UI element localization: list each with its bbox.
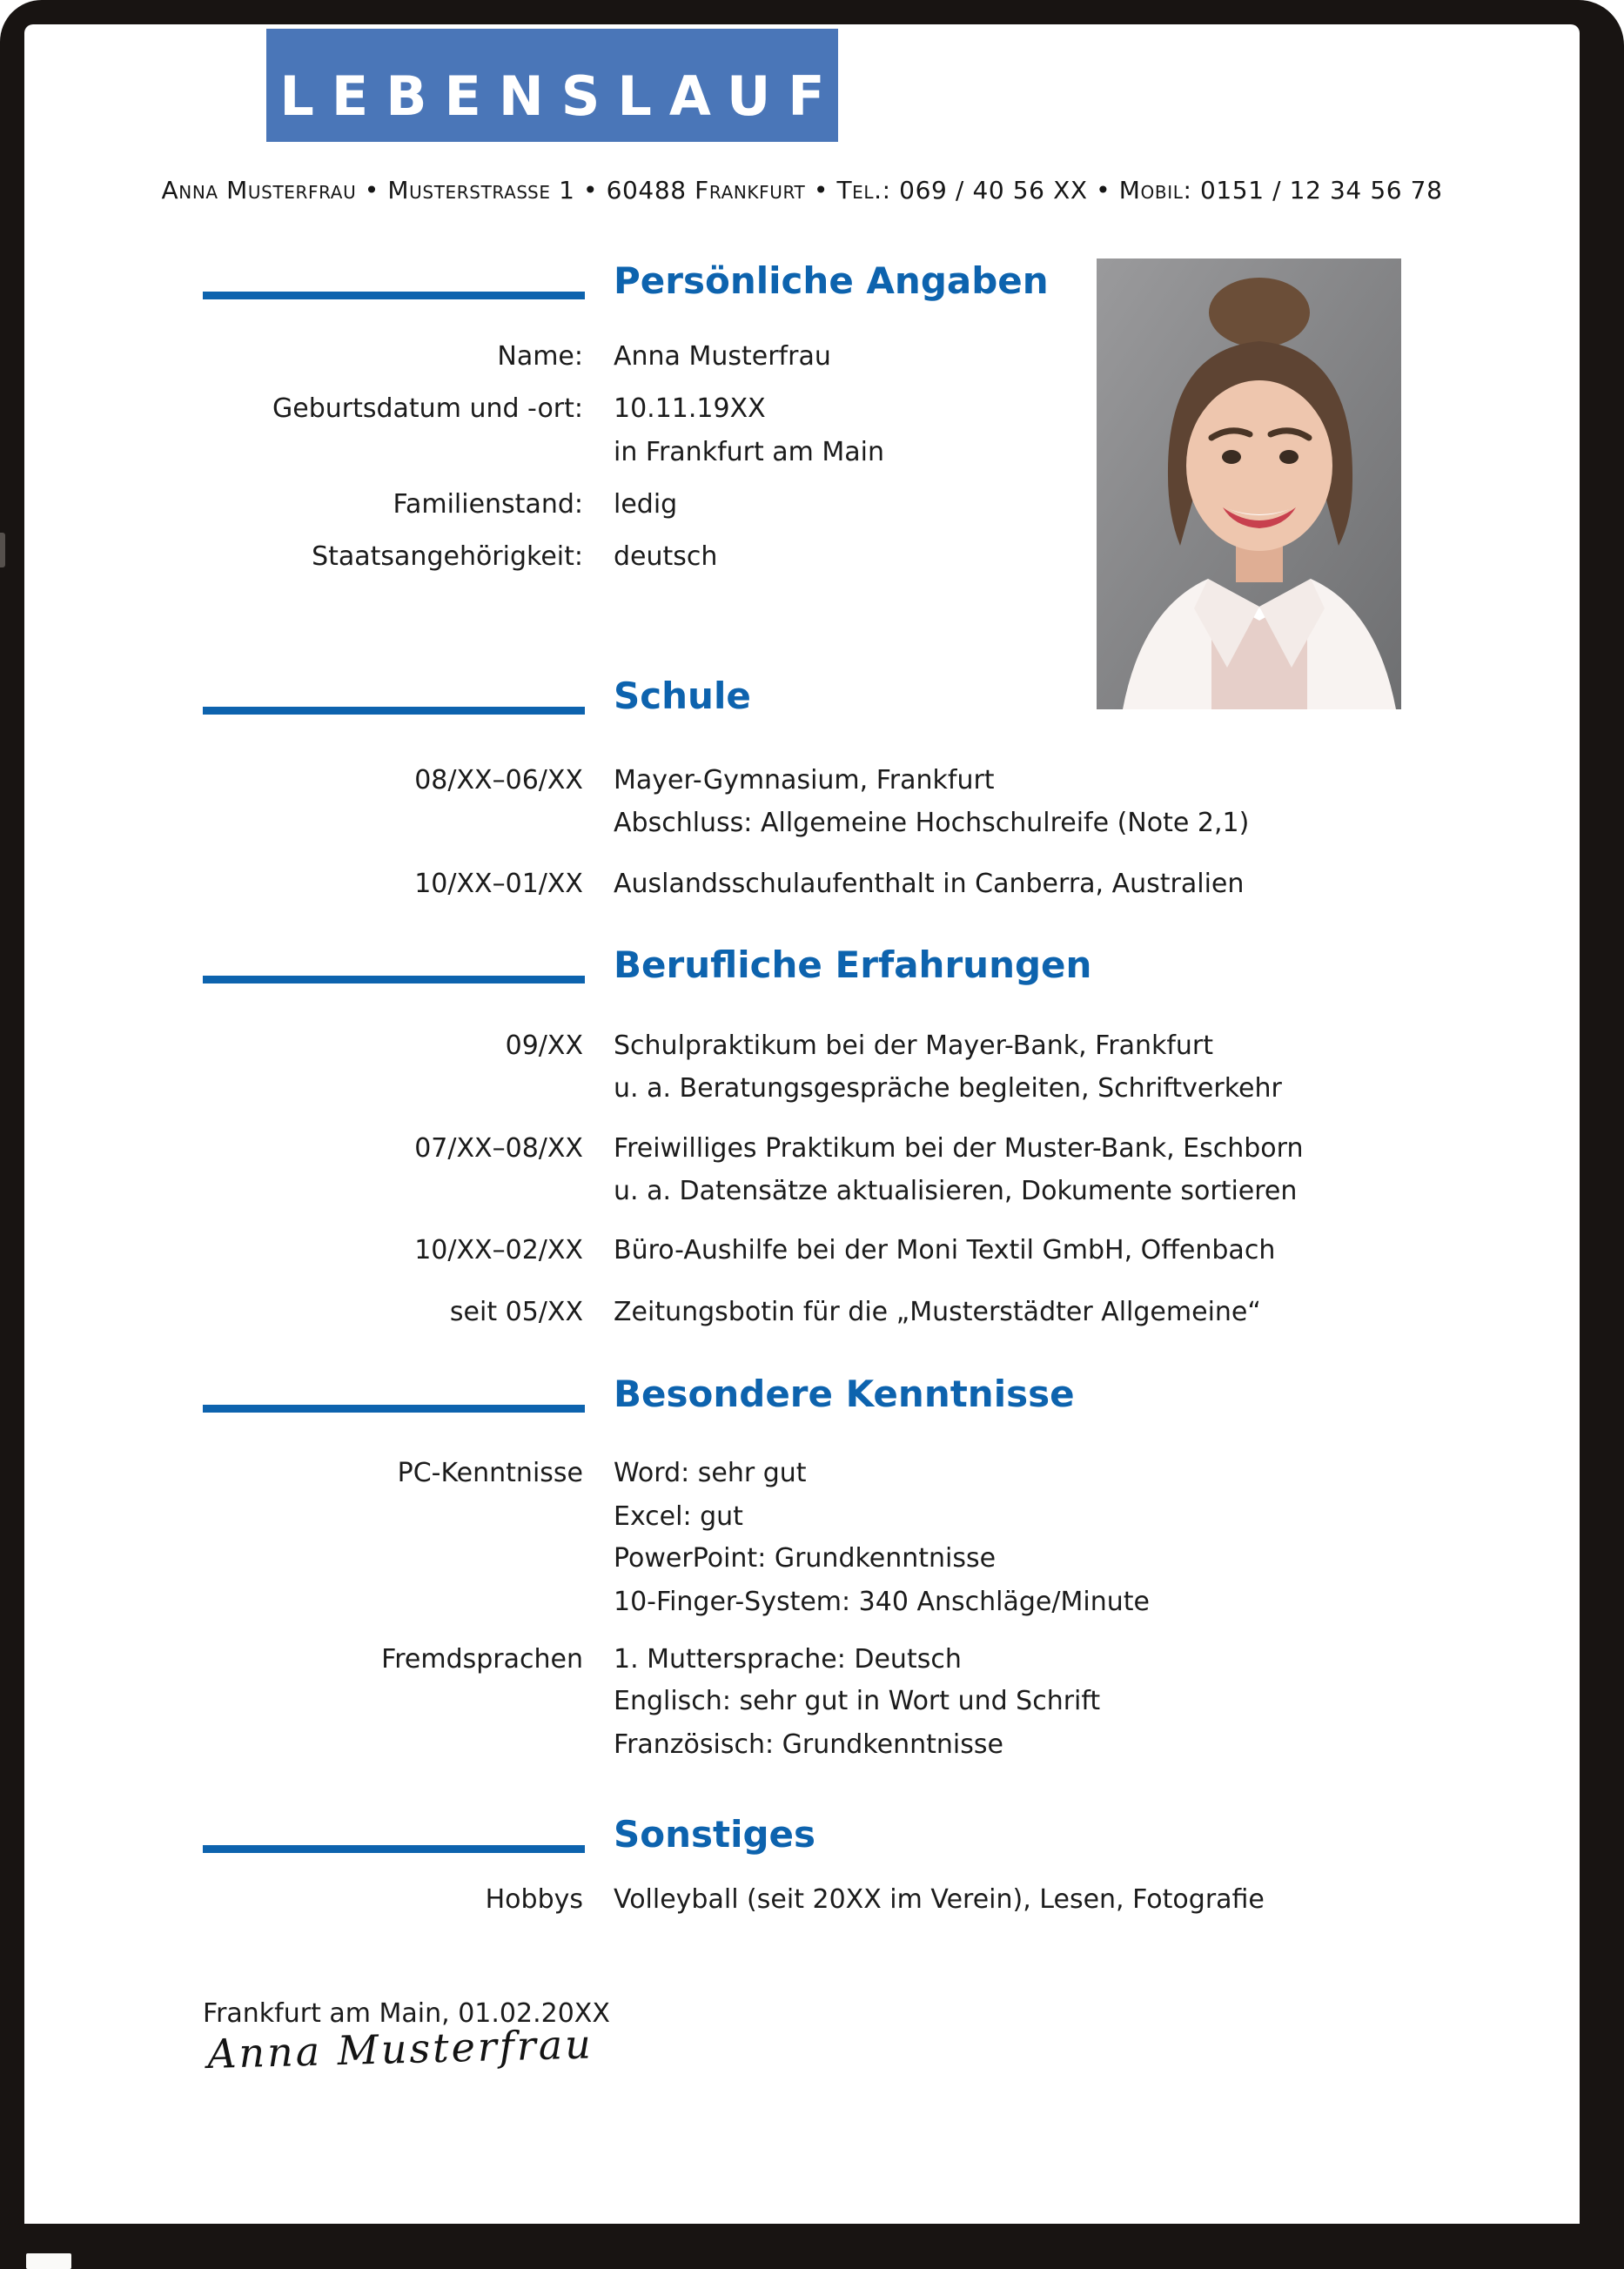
row-label: Familienstand:: [393, 489, 583, 520]
row-value: Word: sehr gut: [614, 1458, 807, 1488]
resume-row: [24, 863, 1580, 906]
row-value: Auslandsschulaufenthalt in Canberra, Australien: [614, 869, 1245, 899]
row-value: Mayer-Gymnasium, Frankfurt: [614, 765, 995, 795]
section-heading-sonstiges: Sonstiges: [614, 1813, 816, 1856]
scan-artifact-notch: [0, 533, 5, 567]
resume-row: [24, 1680, 1580, 1723]
section-rule: [203, 1405, 585, 1413]
row-label: PC-Kenntnisse: [397, 1458, 583, 1488]
signature: Anna Musterfrau: [206, 2020, 594, 2078]
row-value: deutsch: [614, 541, 718, 572]
resume-page: [24, 24, 1580, 2224]
resume-row: [24, 1024, 1580, 1068]
resume-row: [24, 1127, 1580, 1171]
section-heading-besondere-kenntnisse: Besondere Kenntnisse: [614, 1373, 1075, 1415]
section-rule: [203, 707, 585, 715]
row-value: PowerPoint: Grundkenntnisse: [614, 1543, 997, 1574]
row-label: 10/XX–02/XX: [414, 1235, 583, 1265]
resume-row: [24, 1537, 1580, 1581]
row-value: Zeitungsbotin für die „Musterstädter Allgemeine“: [614, 1297, 1261, 1327]
row-value: Schulpraktikum bei der Mayer-Bank, Frankfurt: [614, 1030, 1214, 1061]
row-value: u. a. Beratungsgespräche begleiten, Schriftverkehr: [614, 1073, 1282, 1104]
resume-row: [24, 335, 1580, 379]
row-value: Französisch: Grundkenntnisse: [614, 1729, 1003, 1760]
row-value: ledig: [614, 489, 678, 520]
row-value: 1. Muttersprache: Deutsch: [614, 1644, 962, 1675]
row-label: seit 05/XX: [449, 1297, 583, 1327]
resume-row: [24, 1723, 1580, 1767]
resume-row: [24, 535, 1580, 579]
row-label: Fremdsprachen: [381, 1644, 583, 1675]
resume-row: [24, 387, 1580, 431]
row-value: Büro-Aushilfe bei der Moni Textil GmbH, Offenbach: [614, 1235, 1276, 1265]
resume-row: [24, 1878, 1580, 1922]
row-label: 08/XX–06/XX: [414, 765, 583, 795]
document-title: LEBENSLAUF: [279, 64, 842, 128]
section-rule: [203, 292, 585, 299]
letterhead-banner: [266, 29, 842, 142]
resume-row: [24, 483, 1580, 527]
resume-row: [24, 1229, 1580, 1272]
row-value: Englisch: sehr gut in Wort und Schrift: [614, 1686, 1101, 1716]
row-value: 10-Finger-System: 340 Anschläge/Minute: [614, 1587, 1150, 1617]
row-value: Abschluss: Allgemeine Hochschulreife (Note 2,1): [614, 808, 1250, 838]
row-label: 10/XX–01/XX: [414, 869, 583, 899]
row-value: Anna Musterfrau: [614, 341, 831, 372]
row-value: u. a. Datensätze aktualisieren, Dokumente sortieren: [614, 1176, 1298, 1206]
resume-row: [24, 1067, 1580, 1111]
row-label: 09/XX: [505, 1030, 583, 1061]
row-label: Hobbys: [485, 1884, 583, 1915]
section-rule: [203, 976, 585, 983]
resume-row: [24, 1581, 1580, 1624]
row-value: Excel: gut: [614, 1501, 743, 1532]
resume-row: [24, 759, 1580, 802]
row-value: in Frankfurt am Main: [614, 437, 885, 467]
contact-line: Anna Musterfrau • Musterstraße 1 • 60488 Frankfurt • Tel.: 069 / 40 56 XX • Mobil: 0151 / 12 34 56 78: [161, 176, 1443, 205]
section-heading-persoenliche-angaben: Persönliche Angaben: [614, 259, 1049, 302]
place-and-date: Frankfurt am Main, 01.02.20XX: [203, 1998, 610, 2029]
section-rule: [203, 1845, 585, 1853]
row-label: Geburtsdatum und -ort:: [272, 393, 583, 424]
section-heading-berufliche-erfahrungen: Berufliche Erfahrungen: [614, 943, 1092, 986]
row-label: Staatsangehörigkeit:: [312, 541, 583, 572]
row-value: Freiwilliges Praktikum bei der Muster-Bank, Eschborn: [614, 1133, 1304, 1164]
resume-row: [24, 1495, 1580, 1539]
resume-row: [24, 1638, 1580, 1682]
resume-row: [24, 802, 1580, 845]
resume-row: [24, 1291, 1580, 1334]
resume-row: [24, 1452, 1580, 1495]
row-value: Volleyball (seit 20XX im Verein), Lesen, Fotografie: [614, 1884, 1265, 1915]
resume-row: [24, 1170, 1580, 1213]
scan-artifact-notch: [26, 2253, 71, 2269]
section-heading-schule: Schule: [614, 675, 751, 717]
row-value: 10.11.19XX: [614, 393, 766, 424]
resume-row: [24, 431, 1580, 474]
row-label: Name:: [497, 341, 583, 372]
row-label: 07/XX–08/XX: [414, 1133, 583, 1164]
